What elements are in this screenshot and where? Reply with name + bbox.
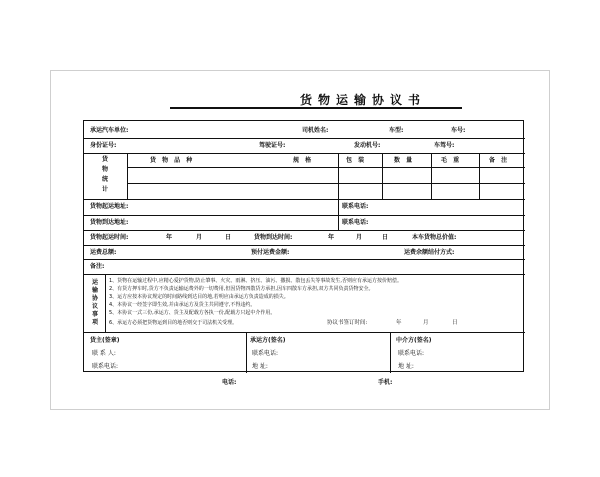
row-divider (127, 183, 525, 184)
col-divider (431, 153, 432, 199)
term-item: 5、本协议一式三份,承运方、货主及配载方各执一份,配载方只起中介作用。 (109, 310, 276, 316)
row-divider (84, 259, 525, 260)
departure-time-label: 货物起运时间: (90, 234, 129, 241)
origin-address-label: 货物起运地址: (90, 203, 129, 210)
carrier-unit-label: 承运汽车单位: (90, 127, 129, 134)
cargo-value-label: 本车货物总价值: (412, 234, 457, 241)
footer-mobile-label: 手机: (378, 379, 393, 386)
vehicle-number-label: 车号: (451, 127, 466, 134)
col-divider (105, 274, 106, 332)
owner-phone-label: 联系电话: (92, 363, 119, 370)
day-label: 日 (382, 234, 389, 241)
driver-license-label: 驾驶证号: (259, 142, 286, 149)
goods-stats-side-label: 货物统计 (101, 156, 108, 193)
title-underline (170, 107, 462, 109)
col-divider (246, 332, 247, 373)
term-item: 6、承运方必须把货物运到目的地否则交于司法机关受理。 (109, 320, 238, 326)
row-divider (84, 138, 525, 139)
year-label: 年 (166, 234, 173, 241)
broker-title: 中介方(签名) (396, 337, 432, 344)
year-label: 年 (396, 320, 402, 326)
col-divider (382, 153, 383, 199)
day-label: 日 (452, 320, 458, 326)
footer-phone-label: 电话: (222, 379, 237, 386)
prepaid-freight-label: 预付运费金额: (251, 249, 290, 256)
term-item: 2、有货方押车时,货方不负责运输运费外的一切费用,但因货物四散货方承担,因车四散车方承担,双方共同负责货物安全。 (109, 286, 374, 292)
total-freight-label: 运费总额: (90, 249, 117, 256)
row-divider (84, 274, 525, 275)
row-divider (84, 199, 525, 200)
terms-side-label: 运输协议事项 (91, 279, 98, 326)
remark-label: 备注: (90, 263, 105, 270)
document-title: 货物运输协议书 (300, 93, 427, 107)
broker-address-label: 地 址: (398, 363, 414, 370)
driver-name-label: 司机姓名: (302, 127, 329, 134)
signing-time-label: 协议书签订时间: (327, 320, 368, 326)
quantity-header: 数 量 (394, 157, 415, 164)
packing-header: 包 装 (346, 157, 367, 164)
col-divider (390, 332, 391, 373)
owner-title: 货主(签章) (90, 337, 120, 344)
term-item: 1、货物在运输过程中,应精心爱护货物,防止肇事、火灾、雨淋、挤压、油污、撒损、散包丢失等事故发生,否则应有承运方按价赔偿。 (109, 278, 402, 284)
carrier-address-label: 地 址: (252, 363, 268, 370)
agreement-form (83, 120, 524, 372)
goods-type-header: 货 物 品 种 (150, 157, 195, 164)
row-divider (84, 245, 525, 246)
destination-phone-label: 联系电话: (342, 219, 369, 226)
spec-header: 规 格 (293, 157, 314, 164)
carrier-title: 承运方(签名) (250, 337, 286, 344)
year-label: 年 (328, 234, 335, 241)
engine-number-label: 发动机号: (354, 142, 381, 149)
term-item: 3、运方应按本协议规定的时间路线到达目的地,若明应由承运方负责造成的损失。 (109, 294, 289, 300)
row-divider (84, 332, 525, 333)
col-divider (127, 153, 128, 199)
id-number-label: 身份证号: (90, 142, 117, 149)
broker-phone-label: 联系电话: (398, 350, 425, 357)
vin-label: 车驾号: (434, 142, 455, 149)
col-divider (479, 153, 480, 199)
col-divider (338, 199, 339, 230)
remarks-header: 备 注 (489, 157, 510, 164)
gross-weight-header: 毛 重 (441, 157, 462, 164)
month-label: 月 (356, 234, 363, 241)
owner-contact-label: 联 系 人: (92, 350, 116, 357)
day-label: 日 (225, 234, 232, 241)
row-divider (84, 230, 525, 231)
month-label: 月 (423, 320, 429, 326)
carrier-phone-label: 联系电话: (252, 350, 279, 357)
arrival-time-label: 货物到达时间: (254, 234, 293, 241)
row-divider (84, 153, 525, 154)
col-divider (338, 153, 339, 199)
destination-address-label: 货物到达地址: (90, 219, 129, 226)
term-item: 4、本协议一经签字即生效,并由承运方及货主共同遵守,不得违约。 (109, 302, 256, 308)
origin-phone-label: 联系电话: (342, 203, 369, 210)
row-divider (84, 215, 525, 216)
balance-payment-label: 运费余额结付方式: (404, 249, 455, 256)
vehicle-type-label: 车型: (389, 127, 404, 134)
month-label: 月 (196, 234, 203, 241)
row-divider (127, 167, 525, 168)
